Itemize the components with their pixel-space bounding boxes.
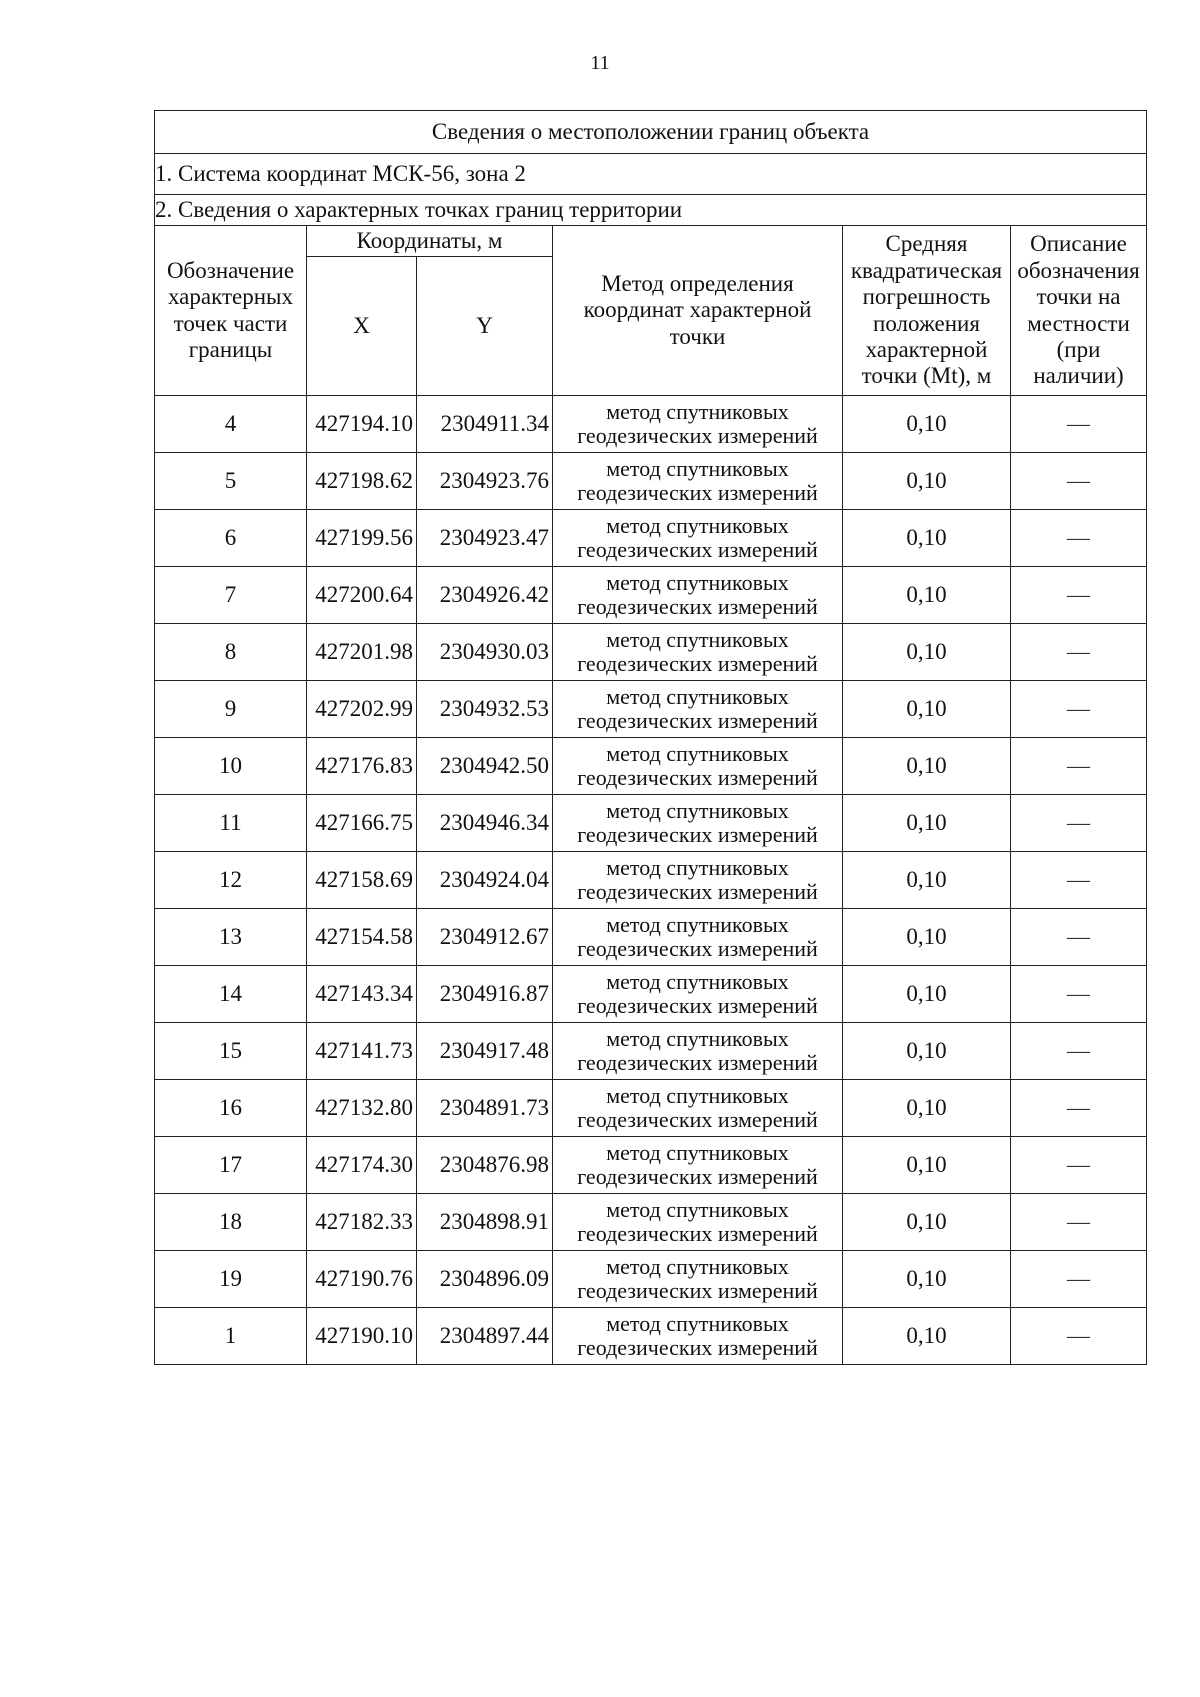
mean-error-cell: 0,10 (843, 1023, 1011, 1080)
y-coordinate-cell: 2304896.09 (417, 1251, 553, 1308)
method-cell: метод спутниковых геодезических измерений (553, 1194, 843, 1251)
mean-error-cell: 0,10 (843, 909, 1011, 966)
method-cell: метод спутниковых геодезических измерений (553, 510, 843, 567)
point-designation-cell: 18 (155, 1194, 307, 1251)
table-row (155, 567, 1147, 624)
method-cell: метод спутниковых геодезических измерений (553, 453, 843, 510)
description-cell: — (1011, 681, 1147, 738)
x-coordinate-cell: 427158.69 (307, 852, 417, 909)
description-cell: — (1011, 1137, 1147, 1194)
header-point-designation: Обозначение характерных точек части границы (155, 226, 307, 396)
description-cell: — (1011, 795, 1147, 852)
description-cell: — (1011, 1308, 1147, 1365)
x-coordinate-cell: 427182.33 (307, 1194, 417, 1251)
description-cell: — (1011, 624, 1147, 681)
x-coordinate-cell: 427143.34 (307, 966, 417, 1023)
method-cell: метод спутниковых геодезических измерений (553, 681, 843, 738)
x-coordinate-cell: 427132.80 (307, 1080, 417, 1137)
x-coordinate-cell: 427141.73 (307, 1023, 417, 1080)
method-cell: метод спутниковых геодезических измерений (553, 1080, 843, 1137)
method-cell: метод спутниковых геодезических измерений (553, 795, 843, 852)
table-row (155, 966, 1147, 1023)
method-cell: метод спутниковых геодезических измерений (553, 1308, 843, 1365)
table-body (155, 396, 1147, 1365)
x-coordinate-cell: 427166.75 (307, 795, 417, 852)
method-cell: метод спутниковых геодезических измерений (553, 624, 843, 681)
x-coordinate-cell: 427174.30 (307, 1137, 417, 1194)
method-cell: метод спутниковых геодезических измерений (553, 1023, 843, 1080)
mean-error-cell: 0,10 (843, 852, 1011, 909)
y-coordinate-cell: 2304876.98 (417, 1137, 553, 1194)
point-designation-cell: 7 (155, 567, 307, 624)
y-coordinate-cell: 2304912.67 (417, 909, 553, 966)
mean-error-cell: 0,10 (843, 1251, 1011, 1308)
y-coordinate-cell: 2304924.04 (417, 852, 553, 909)
mean-error-cell: 0,10 (843, 1308, 1011, 1365)
mean-error-cell: 0,10 (843, 1137, 1011, 1194)
y-coordinate-cell: 2304911.34 (417, 396, 553, 453)
point-designation-cell: 5 (155, 453, 307, 510)
y-coordinate-cell: 2304923.76 (417, 453, 553, 510)
mean-error-cell: 0,10 (843, 510, 1011, 567)
description-cell: — (1011, 453, 1147, 510)
description-cell: — (1011, 1080, 1147, 1137)
description-cell: — (1011, 966, 1147, 1023)
table-row (155, 510, 1147, 567)
mean-error-cell: 0,10 (843, 681, 1011, 738)
method-cell: метод спутниковых геодезических измерений (553, 1137, 843, 1194)
x-coordinate-cell: 427202.99 (307, 681, 417, 738)
table-row (155, 909, 1147, 966)
point-designation-cell: 15 (155, 1023, 307, 1080)
x-coordinate-cell: 427190.76 (307, 1251, 417, 1308)
method-cell: метод спутниковых геодезических измерений (553, 909, 843, 966)
mean-error-cell: 0,10 (843, 567, 1011, 624)
mean-error-cell: 0,10 (843, 624, 1011, 681)
point-designation-cell: 11 (155, 795, 307, 852)
y-coordinate-cell: 2304898.91 (417, 1194, 553, 1251)
header-coordinates: Координаты, м (307, 226, 553, 257)
y-coordinate-cell: 2304897.44 (417, 1308, 553, 1365)
x-coordinate-cell: 427201.98 (307, 624, 417, 681)
description-cell: — (1011, 567, 1147, 624)
point-designation-cell: 8 (155, 624, 307, 681)
x-coordinate-cell: 427200.64 (307, 567, 417, 624)
table-row (155, 738, 1147, 795)
table-row (155, 795, 1147, 852)
section-title: 2. Сведения о характерных точках границ территории (155, 195, 1147, 226)
mean-error-cell: 0,10 (843, 1194, 1011, 1251)
x-coordinate-cell: 427176.83 (307, 738, 417, 795)
table-row (155, 1137, 1147, 1194)
method-cell: метод спутниковых геодезических измерений (553, 1251, 843, 1308)
table-row (155, 1080, 1147, 1137)
table-row (155, 1023, 1147, 1080)
table-row (155, 1251, 1147, 1308)
description-cell: — (1011, 510, 1147, 567)
y-coordinate-cell: 2304930.03 (417, 624, 553, 681)
description-cell: — (1011, 852, 1147, 909)
method-cell: метод спутниковых геодезических измерений (553, 738, 843, 795)
point-designation-cell: 4 (155, 396, 307, 453)
table-title: Сведения о местоположении границ объекта (155, 111, 1147, 154)
table-row (155, 681, 1147, 738)
point-designation-cell: 6 (155, 510, 307, 567)
y-coordinate-cell: 2304891.73 (417, 1080, 553, 1137)
header-mean-error: Средняя квадратическая погрешность положения характерной точки (Mt), м (843, 226, 1011, 396)
x-coordinate-cell: 427154.58 (307, 909, 417, 966)
method-cell: метод спутниковых геодезических измерений (553, 966, 843, 1023)
table-row (155, 1308, 1147, 1365)
table-row (155, 453, 1147, 510)
y-coordinate-cell: 2304942.50 (417, 738, 553, 795)
point-designation-cell: 1 (155, 1308, 307, 1365)
description-cell: — (1011, 1194, 1147, 1251)
table-row (155, 396, 1147, 453)
header-x: X (307, 257, 417, 396)
page-number: 11 (590, 52, 610, 74)
table-row (155, 852, 1147, 909)
table-row (155, 1194, 1147, 1251)
y-coordinate-cell: 2304917.48 (417, 1023, 553, 1080)
description-cell: — (1011, 1251, 1147, 1308)
header-description: Описание обозначения точки на местности (при наличии) (1011, 226, 1147, 396)
y-coordinate-cell: 2304926.42 (417, 567, 553, 624)
mean-error-cell: 0,10 (843, 1080, 1011, 1137)
method-cell: метод спутниковых геодезических измерений (553, 567, 843, 624)
boundary-points-table (154, 110, 1147, 1365)
point-designation-cell: 14 (155, 966, 307, 1023)
y-coordinate-cell: 2304932.53 (417, 681, 553, 738)
point-designation-cell: 13 (155, 909, 307, 966)
header-y: Y (417, 257, 553, 396)
x-coordinate-cell: 427190.10 (307, 1308, 417, 1365)
mean-error-cell: 0,10 (843, 396, 1011, 453)
x-coordinate-cell: 427199.56 (307, 510, 417, 567)
header-method: Метод определения координат характерной точки (553, 226, 843, 396)
point-designation-cell: 17 (155, 1137, 307, 1194)
y-coordinate-cell: 2304916.87 (417, 966, 553, 1023)
description-cell: — (1011, 738, 1147, 795)
point-designation-cell: 19 (155, 1251, 307, 1308)
table-row (155, 624, 1147, 681)
point-designation-cell: 12 (155, 852, 307, 909)
mean-error-cell: 0,10 (843, 738, 1011, 795)
coordinate-system: 1. Система координат МСК-56, зона 2 (155, 154, 1147, 195)
x-coordinate-cell: 427198.62 (307, 453, 417, 510)
point-designation-cell: 10 (155, 738, 307, 795)
description-cell: — (1011, 909, 1147, 966)
x-coordinate-cell: 427194.10 (307, 396, 417, 453)
y-coordinate-cell: 2304923.47 (417, 510, 553, 567)
method-cell: метод спутниковых геодезических измерений (553, 396, 843, 453)
y-coordinate-cell: 2304946.34 (417, 795, 553, 852)
point-designation-cell: 16 (155, 1080, 307, 1137)
point-designation-cell: 9 (155, 681, 307, 738)
mean-error-cell: 0,10 (843, 795, 1011, 852)
mean-error-cell: 0,10 (843, 453, 1011, 510)
mean-error-cell: 0,10 (843, 966, 1011, 1023)
description-cell: — (1011, 396, 1147, 453)
description-cell: — (1011, 1023, 1147, 1080)
method-cell: метод спутниковых геодезических измерений (553, 852, 843, 909)
